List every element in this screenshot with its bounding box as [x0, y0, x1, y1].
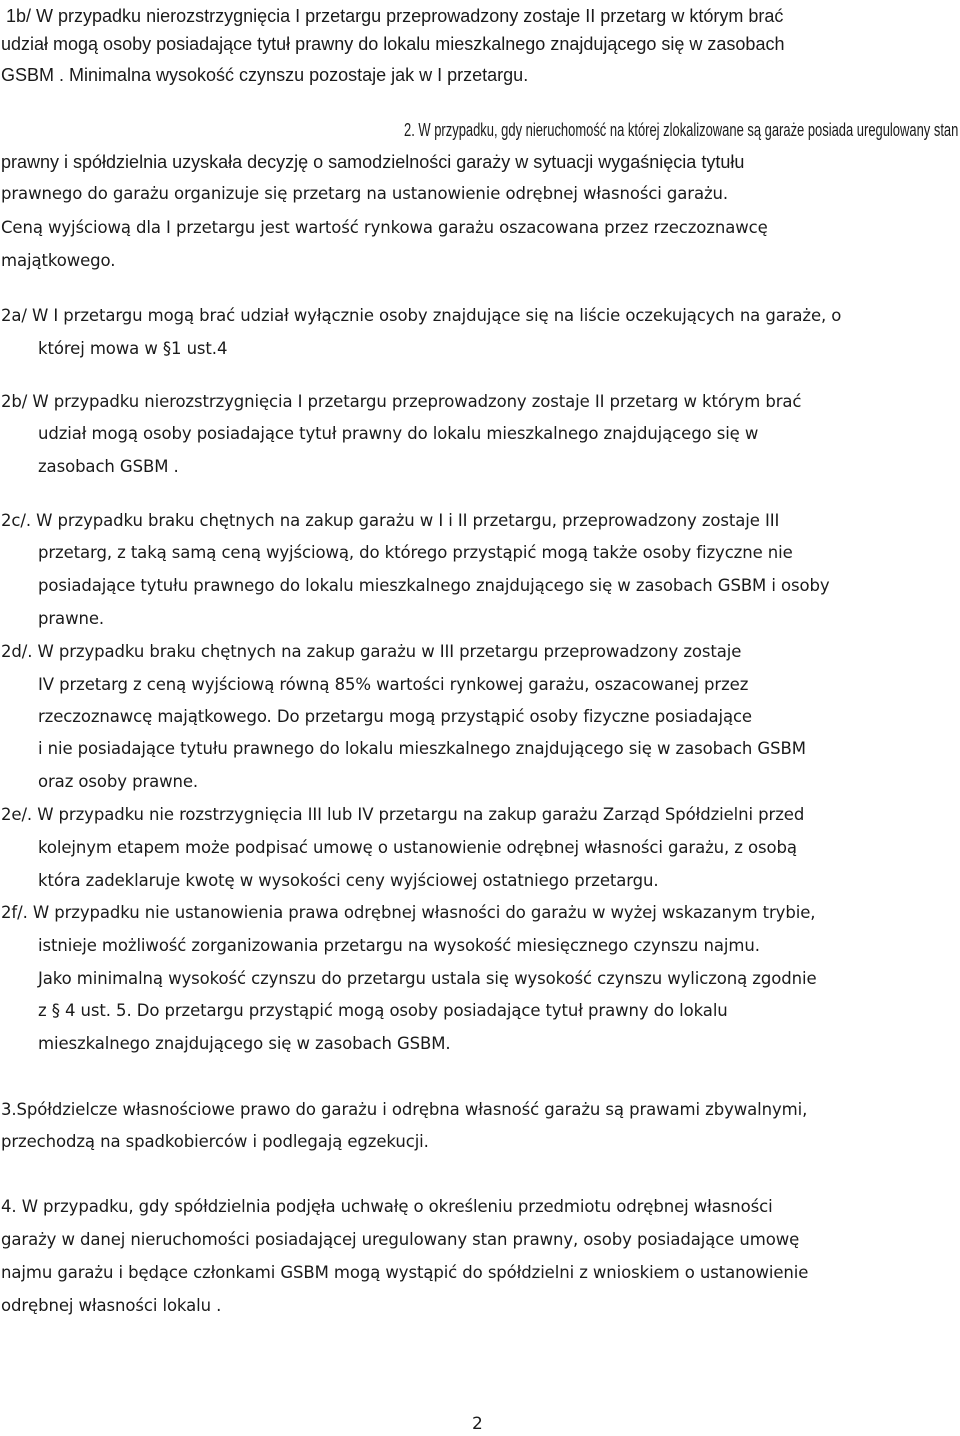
page-number: 2 [472, 1414, 483, 1434]
paragraph-2d-line-1: 2d/. W przypadku braku chętnych na zakup garażu w III przetargu przeprowadzony zostaje [1, 642, 742, 661]
paragraph-1b-line-3: GSBM . Minimalna wysokość czynszu pozostaje jak w I przetargu. [1, 65, 529, 85]
paragraph-2e-line-1: 2e/. W przypadku nie rozstrzygnięcia III lub IV przetargu na zakup garażu Zarząd Spółdzielni przed [1, 805, 805, 824]
paragraph-2a-line-1: 2a/ W I przetargu mogą brać udział wyłącznie osoby znajdujące się na liście oczekujących na garaże, o [1, 306, 842, 325]
paragraph-2d-line-5: oraz osoby prawne. [38, 772, 199, 791]
paragraph-4-line-1: 4. W przypadku, gdy spółdzielnia podjęła uchwałę o określeniu przedmiotu odrębnej własności [1, 1197, 773, 1216]
paragraph-2f-line-1: 2f/. W przypadku nie ustanowienia prawa odrębnej własności do garażu w wyżej wskazanym trybie, [1, 903, 816, 922]
paragraph-2b-line-2: udział mogą osoby posiadające tytuł prawny do lokalu mieszkalnego znajdującego się w [38, 424, 759, 443]
paragraph-2c-line-1: 2c/. W przypadku braku chętnych na zakup garażu w I i II przetargu, przeprowadzony zostaje III [1, 511, 780, 530]
paragraph-2-line-4: Ceną wyjściową dla I przetargu jest wartość rynkowa garażu oszacowana przez rzeczoznawcę [1, 218, 768, 237]
paragraph-2-line-3: prawnego do garażu organizuje się przetarg na ustanowienie odrębnej własności garażu. [1, 184, 729, 203]
paragraph-2d-line-4: i nie posiadające tytułu prawnego do lokalu mieszkalnego znajdującego się w zasobach GSBM [38, 739, 806, 758]
paragraph-4-line-4: odrębnej własności lokalu . [1, 1296, 222, 1315]
paragraph-2f-line-5: mieszkalnego znajdującego się w zasobach GSBM. [38, 1034, 451, 1053]
paragraph-2f-line-2: istnieje możliwość zorganizowania przetargu na wysokość miesięcznego czynszu najmu. [38, 936, 760, 955]
paragraph-2d-line-3: rzeczoznawcę majątkowego. Do przetargu mogą przystąpić osoby fizyczne posiadające [38, 707, 752, 726]
paragraph-2b-line-1: 2b/ W przypadku nierozstrzygnięcia I przetargu przeprowadzony zostaje II przetarg w którym brać [1, 392, 802, 411]
paragraph-2c-line-3: posiadające tytułu prawnego do lokalu mieszkalnego znajdującego się w zasobach GSBM i osoby [38, 576, 830, 595]
paragraph-2e-line-3: która zadeklaruje kwotę w wysokości ceny wyjściowej ostatniego przetargu. [38, 871, 659, 890]
paragraph-2c-line-2: przetarg, z taką samą ceną wyjściową, do którego przystąpić mogą także osoby fizyczne nie [38, 543, 793, 562]
paragraph-2e-line-2: kolejnym etapem może podpisać umowę o ustanowienie odrębnej własności garażu, z osobą [38, 838, 797, 857]
paragraph-3-line-2: przechodzą na spadkobierców i podlegają egzekucji. [1, 1132, 429, 1151]
paragraph-1b-line-2: udział mogą osoby posiadające tytuł prawny do lokalu mieszkalnego znajdującego się w zasobach [1, 34, 785, 54]
paragraph-3-line-1: 3.Spółdzielcze własnościowe prawo do garażu i odrębna własność garażu są prawami zbywalnymi, [1, 1100, 808, 1119]
paragraph-2-line-2: prawny i spółdzielnia uzyskała decyzję o samodzielności garaży w sytuacji wygaśnięcia tytułu [1, 152, 745, 172]
paragraph-2a-line-2: której mowa w §1 ust.4 [38, 339, 228, 358]
paragraph-1b-line-1: 1b/ W przypadku nierozstrzygnięcia I przetargu przeprowadzony zostaje II przetarg w którym brać [6, 6, 784, 26]
paragraph-2c-line-4: prawne. [38, 609, 105, 628]
paragraph-4-line-2: garaży w danej nieruchomości posiadającej uregulowany stan prawny, osoby posiadające umowę [1, 1230, 800, 1249]
paragraph-2b-line-3: zasobach GSBM . [38, 457, 179, 476]
paragraph-2f-line-4: z § 4 ust. 5. Do przetargu przystąpić mogą osoby posiadające tytuł prawny do lokalu [38, 1001, 728, 1020]
paragraph-2d-line-2: IV przetarg z ceną wyjściową równą 85% wartości rynkowej garażu, oszacowanej przez [38, 675, 749, 694]
paragraph-2-line-1: 2. W przypadku, gdy nieruchomość na której zlokalizowane są garaże posiada uregulowany stan [404, 120, 959, 140]
paragraph-2f-line-3: Jako minimalną wysokość czynszu do przetargu ustala się wysokość czynszu wyliczoną zgodnie [38, 969, 817, 988]
paragraph-4-line-3: najmu garażu i będące członkami GSBM mogą wystąpić do spółdzielni z wnioskiem o ustanowienie [1, 1263, 809, 1282]
paragraph-2-line-5: majątkowego. [1, 251, 116, 270]
